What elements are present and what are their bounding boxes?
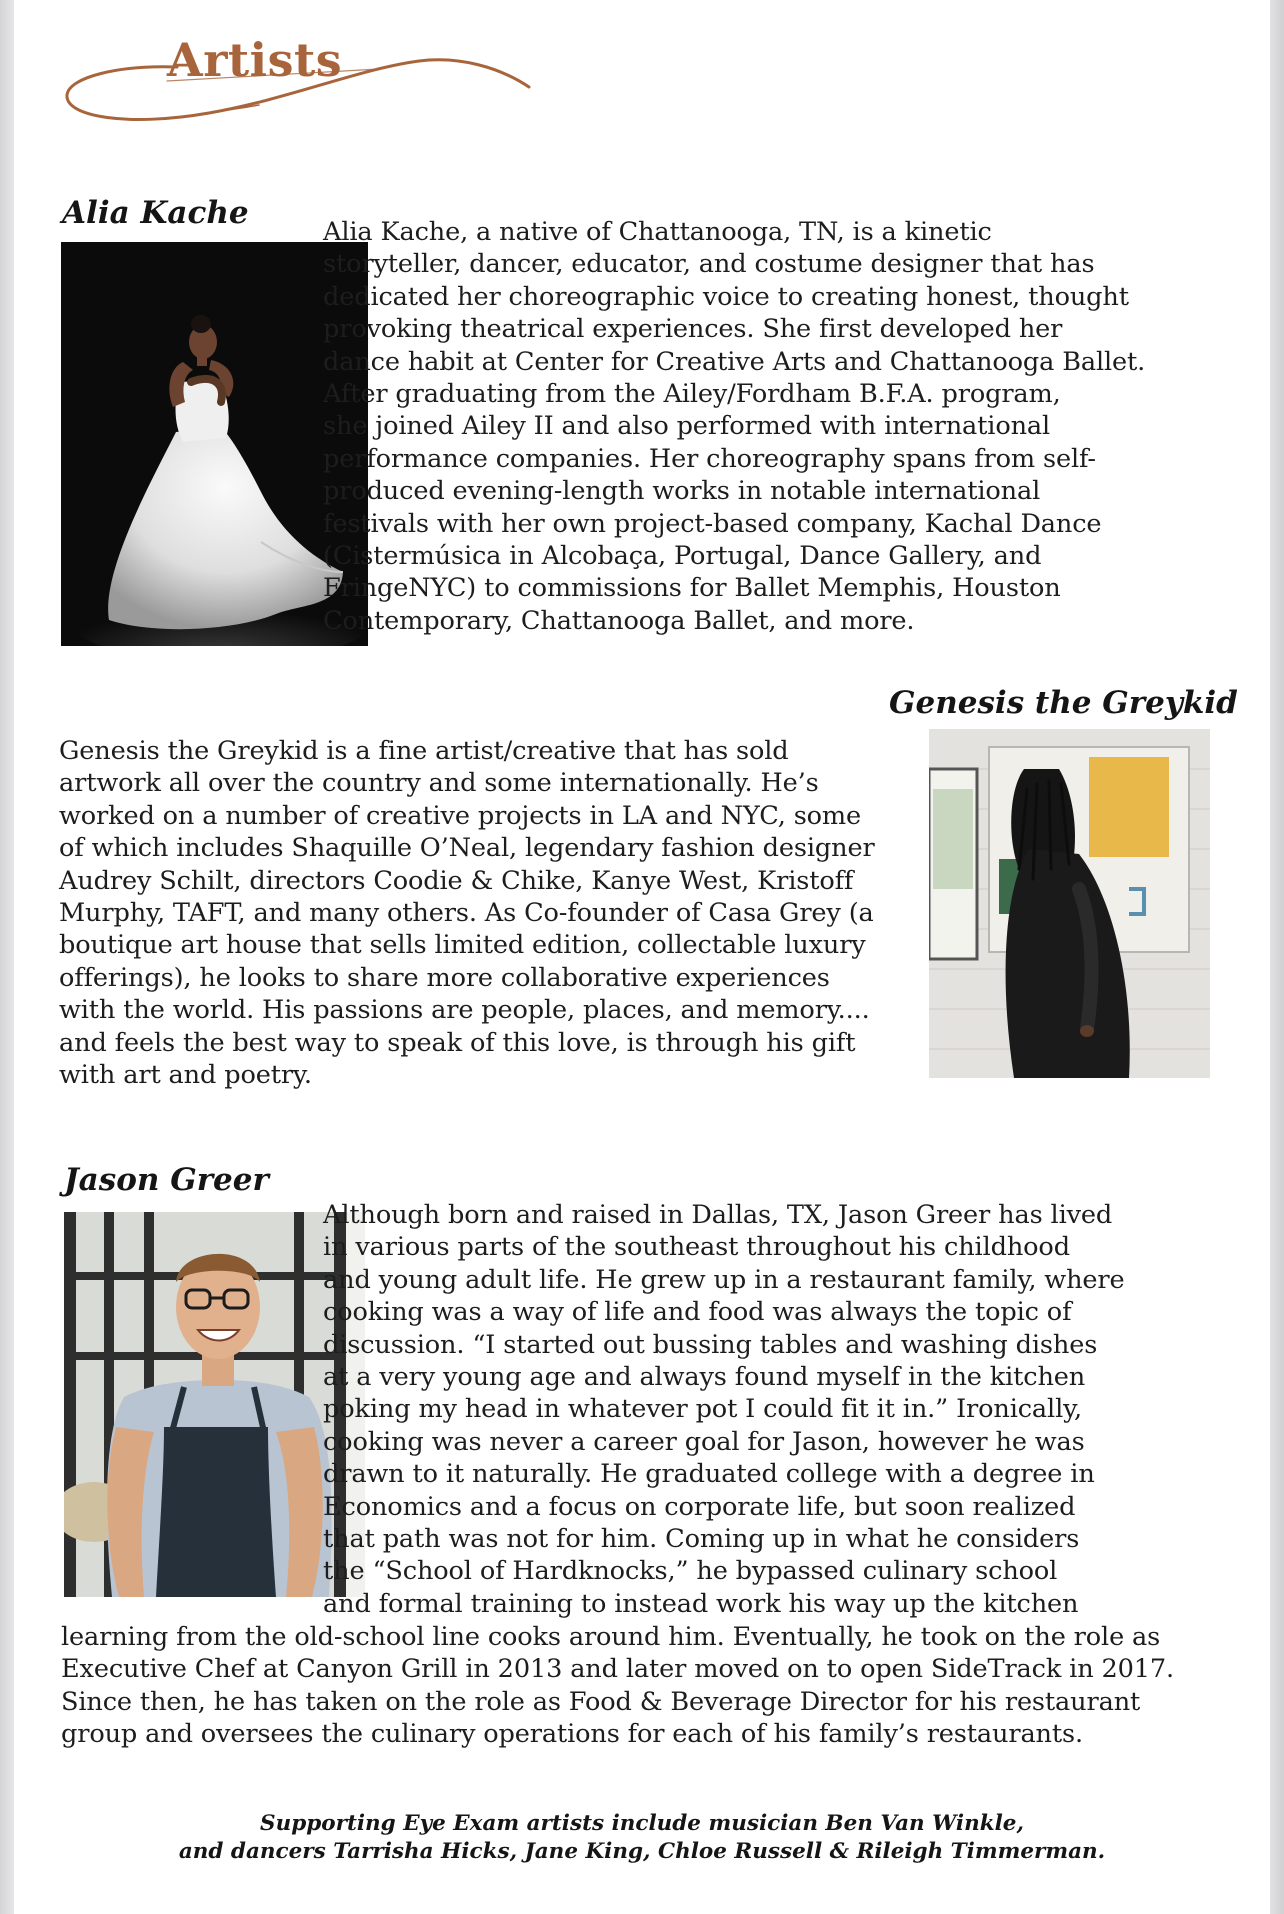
bio-line: Audrey Schilt, directors Coodie & Chike, Kanye West, Kristoff xyxy=(59,865,854,896)
bio-line: After graduating from the Ailey/Fordham B.F.A. program, xyxy=(323,379,1061,410)
bio-line: with the world. His passions are people, places, and memory.... xyxy=(59,995,870,1026)
bio-line: in various parts of the southeast throughout his childhood xyxy=(323,1232,1070,1263)
bio-line: Murphy, TAFT, and many others. As Co-founder of Casa Grey (a xyxy=(59,898,874,929)
artist-photo-genesis-the-greykid xyxy=(929,729,1210,1078)
bio-line: worked on a number of creative projects in LA and NYC, some xyxy=(59,800,862,831)
bio-line: offerings), he looks to share more collaborative experiences xyxy=(59,962,830,993)
bio-line: provoking theatrical experiences. She first developed her xyxy=(323,314,1063,345)
program-page xyxy=(14,0,1270,1914)
bio-line: storyteller, dancer, educator, and costume designer that has xyxy=(323,249,1095,280)
bio-line: Alia Kache, a native of Chattanooga, TN, is a kinetic xyxy=(323,217,992,247)
bio-line: learning from the old-school line cooks around him. Eventually, he took on the role as xyxy=(61,1622,1161,1652)
bio-line: Genesis the Greykid is a fine artist/creative that has sold xyxy=(59,736,789,766)
page-shadow-left xyxy=(0,0,14,1914)
supporting-artists-note xyxy=(14,1810,1270,1866)
bio-line: that path was not for him. Coming up in what he considers xyxy=(323,1524,1080,1555)
footer-line: Supporting Eye Exam artists include musician Ben Van Winkle, xyxy=(260,1811,1024,1836)
bio-line: dedicated her choreographic voice to creating honest, thought xyxy=(323,281,1129,312)
bio-line: at a very young age and always found myself in the kitchen xyxy=(323,1362,1086,1393)
bio-line: of which includes Shaquille O’Neal, legendary fashion designer xyxy=(59,833,875,864)
page-shadow-right xyxy=(1270,0,1284,1914)
bio-line: Since then, he has taken on the role as Food & Beverage Director for his restaurant xyxy=(61,1686,1141,1717)
bio-line: and young adult life. He grew up in a restaurant family, where xyxy=(323,1264,1125,1295)
bio-line: and formal training to instead work his way up the kitchen xyxy=(323,1588,1079,1619)
bio-line: discussion. “I started out bussing tables and washing dishes xyxy=(323,1329,1098,1360)
bio-line: performance companies. Her choreography spans from self- xyxy=(323,443,1096,474)
bio-line: cooking was a way of life and food was always the topic of xyxy=(323,1297,1072,1328)
bio-line: Contemporary, Chattanooga Ballet, and more. xyxy=(323,605,915,636)
artist-name-alia-kache: Alia Kache xyxy=(62,195,249,231)
section-header xyxy=(59,25,559,135)
bio-line: boutique art house that sells limited edition, collectable luxury xyxy=(59,930,866,961)
bio-line: dance habit at Center for Creative Arts and Chattanooga Ballet. xyxy=(323,346,1146,377)
bio-line: FringeNYC) to commissions for Ballet Memphis, Houston xyxy=(323,573,1061,604)
bio-line: the “School of Hardknocks,” he bypassed culinary school xyxy=(323,1556,1058,1587)
bio-line: artwork all over the country and some internationally. He’s xyxy=(59,768,819,799)
page-title: Artists xyxy=(167,33,343,87)
bio-line: Executive Chef at Canyon Grill in 2013 and later moved on to open SideTrack in 2017. xyxy=(61,1654,1175,1685)
bio-line: she joined Ailey II and also performed with international xyxy=(323,411,1051,442)
footer-line: and dancers Tarrisha Hicks, Jane King, Chloe Russell & Rileigh Timmerman. xyxy=(178,1839,1106,1864)
bio-line: (Cistermúsica in Alcobaça, Portugal, Dance Gallery, and xyxy=(323,541,1042,572)
bio-line: produced evening-length works in notable international xyxy=(323,476,1041,507)
bio-line: group and oversees the culinary operations for each of his family’s restaurants. xyxy=(61,1719,1083,1750)
bio-line: drawn to it naturally. He graduated college with a degree in xyxy=(323,1459,1095,1490)
artist-bio-genesis-the-greykid xyxy=(59,735,929,1091)
artist-photo-alia-kache xyxy=(61,242,368,646)
bio-line: Although born and raised in Dallas, TX, Jason Greer has lived xyxy=(323,1200,1113,1230)
bio-line: with art and poetry. xyxy=(59,1060,312,1091)
artist-bio-jason-greer-continued xyxy=(61,1621,1241,1751)
artist-bio-alia-kache xyxy=(323,216,1243,637)
bio-line: Economics and a focus on corporate life, but soon realized xyxy=(323,1491,1076,1522)
artist-name-jason-greer: Jason Greer xyxy=(64,1162,269,1198)
bio-line: and feels the best way to speak of this love, is through his gift xyxy=(59,1027,856,1058)
bio-line: poking my head in whatever pot I could fit it in.” Ironically, xyxy=(323,1394,1082,1425)
artist-bio-jason-greer xyxy=(323,1199,1243,1620)
bio-line: cooking was never a career goal for Jason, however he was xyxy=(323,1426,1085,1457)
bio-line: festivals with her own project-based company, Kachal Dance xyxy=(323,508,1102,539)
artist-name-genesis-the-greykid: Genesis the Greykid xyxy=(889,685,1238,721)
artist-photo-jason-greer xyxy=(64,1212,365,1597)
